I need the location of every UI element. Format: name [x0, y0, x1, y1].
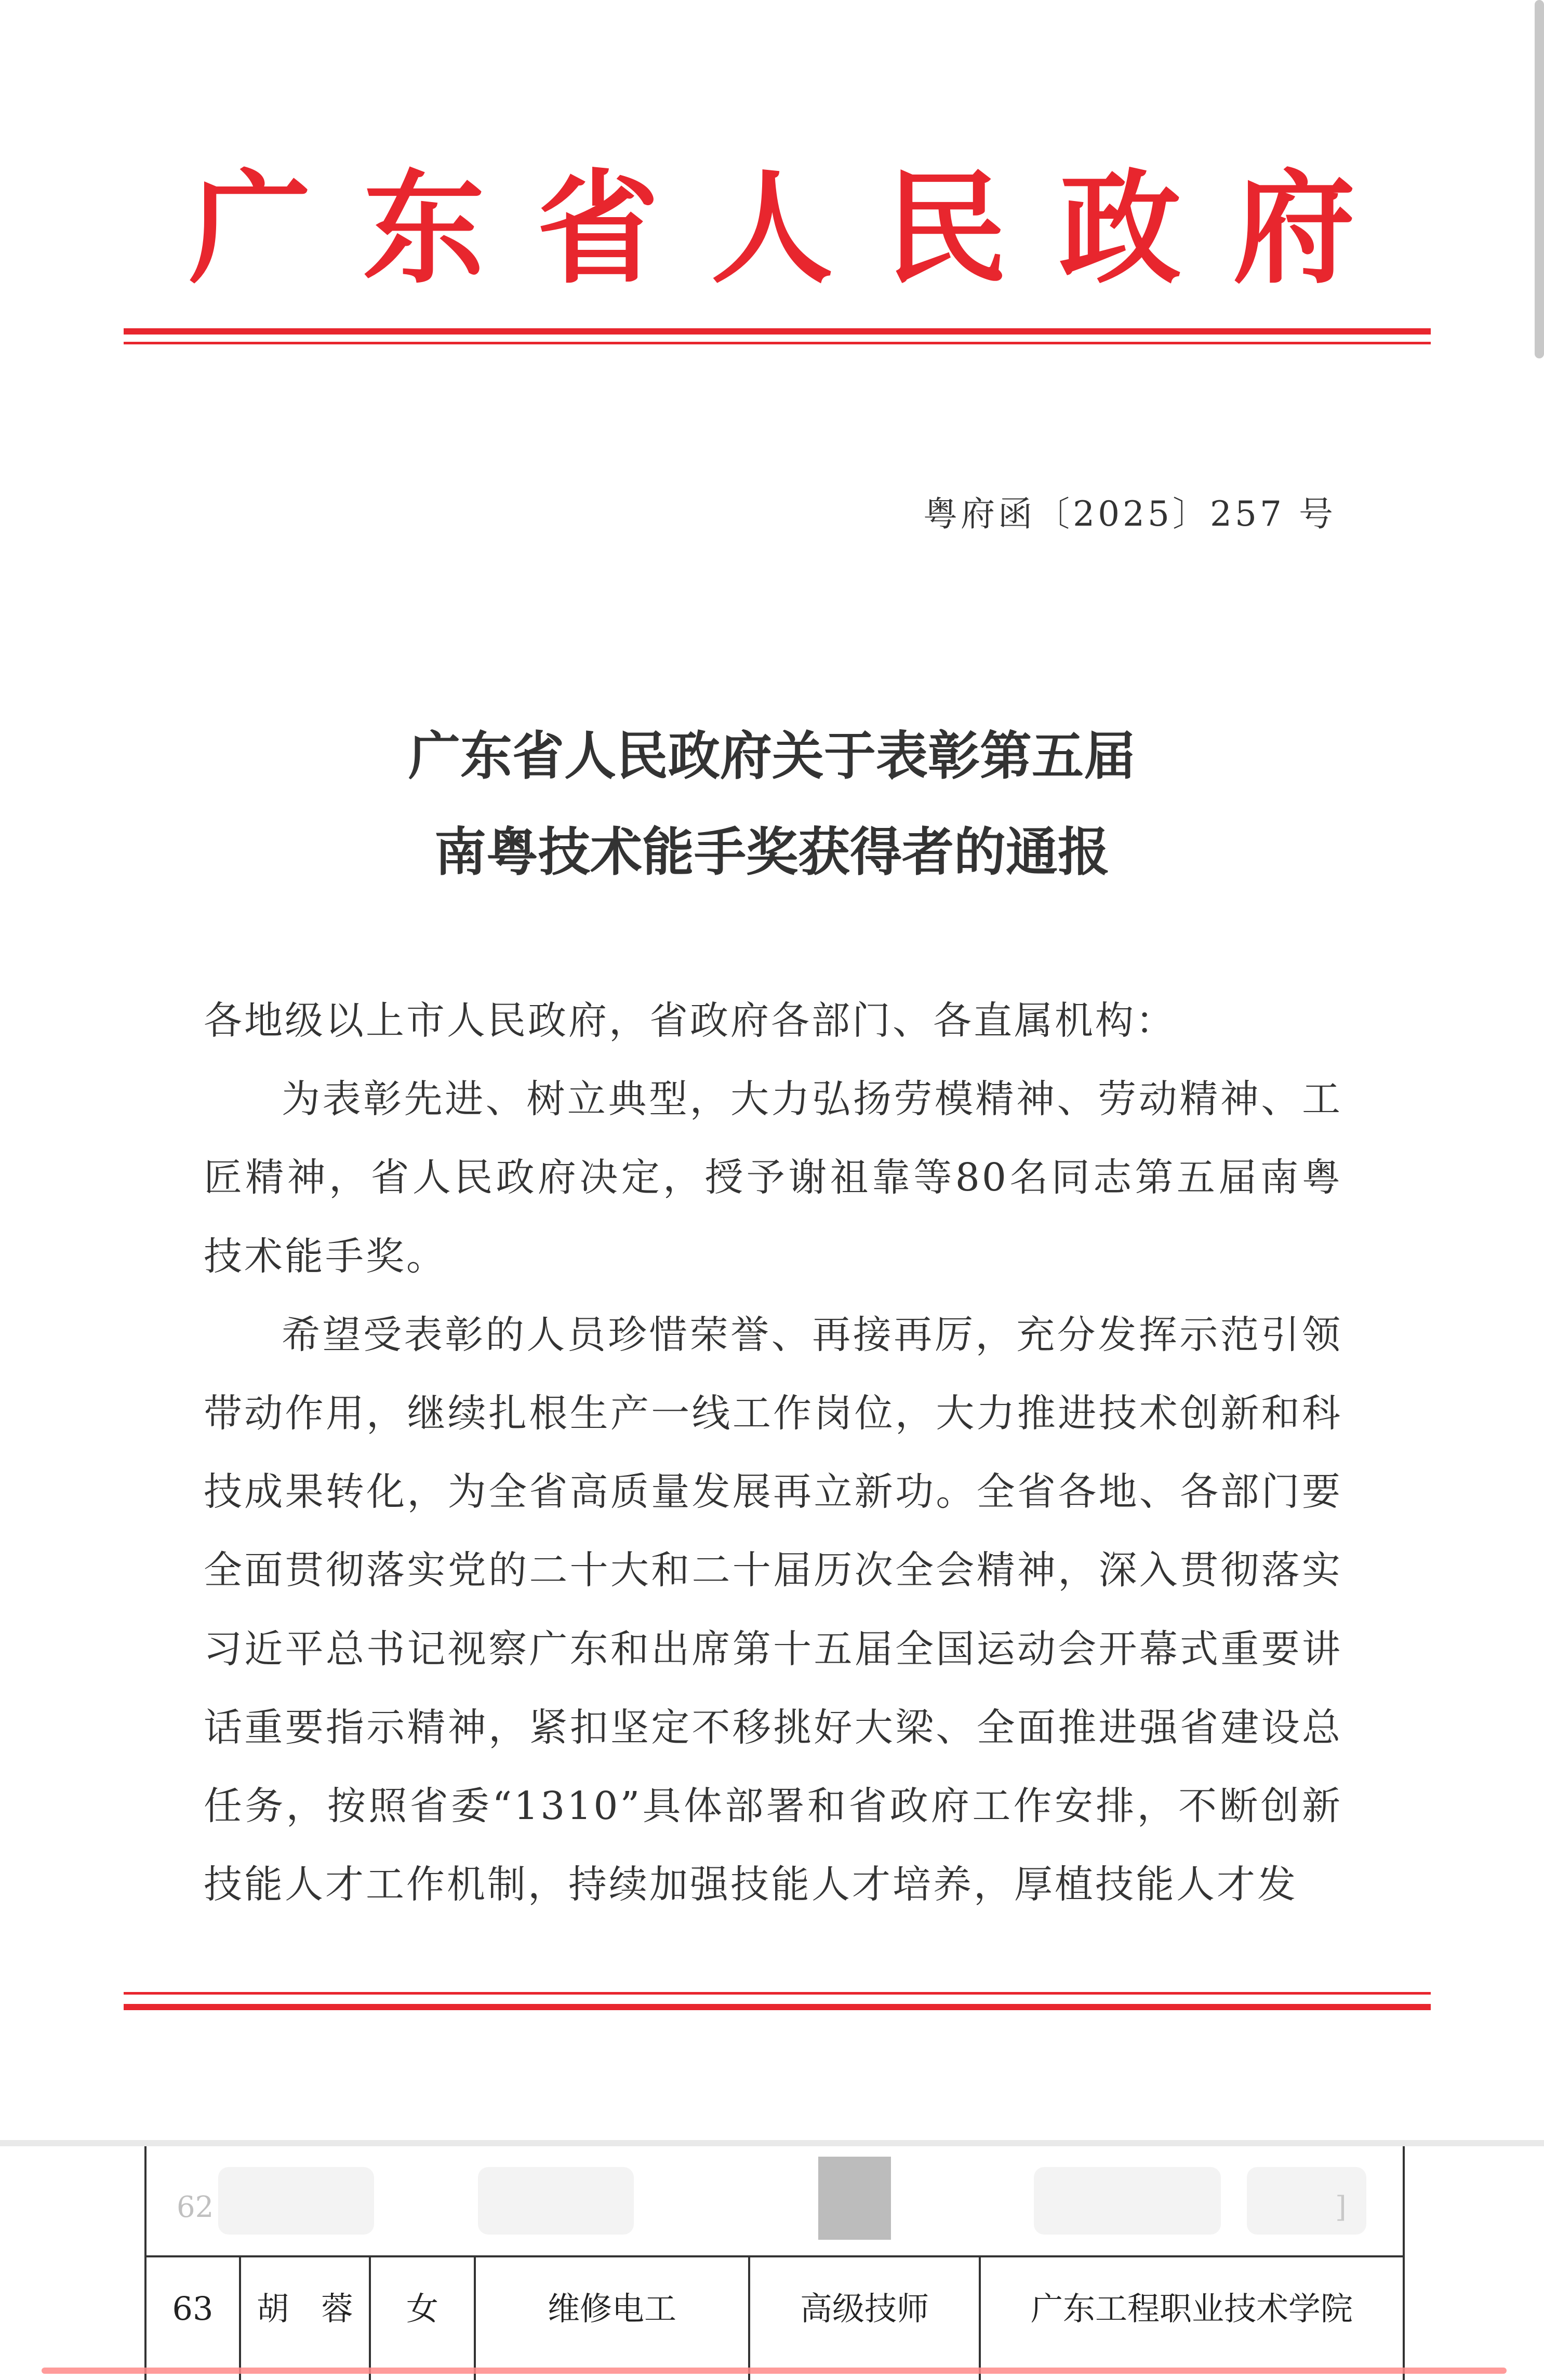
notice-title-line-1: 广东省人民政府关于表彰第五届 [408, 725, 1136, 786]
table-border-right [1403, 2146, 1405, 2380]
cell-occupation: 维修电工 [547, 2290, 676, 2328]
annotation-underline [42, 2368, 1507, 2374]
body-paragraph-2: 希望受表彰的人员珍惜荣誉、再接再厉，充分发挥示范引领带动作用，继续扎根生产一线工作岗位，大力推进技术创新和科技成果转化，为全省高质量发展再立新功。全省各地、各部门要全面贯彻落实党的二十大和二十届历次全会精神，深入贯彻落实习近平总书记视察广东和出席第十五届全国运动会开幕式重要讲话重要指示精神，紧扣坚定不移挑好大梁、全面推进强省建设总任务，按照省委“1310”具体部署和省政府工作安排，不断创新技能人才工作机制，持续加强技能人才培养，厚植技能人才发 [204, 1312, 1342, 1907]
cell-gender: 女 [406, 2290, 438, 2328]
footer-thin-rule [124, 1992, 1431, 1995]
masthead-thick-rule [124, 328, 1431, 335]
footer-thick-rule [124, 2004, 1431, 2010]
body-paragraph-1: 为表彰先进、树立典型，大力弘扬劳模精神、劳动精神、工匠精神，省人民政府决定，授予谢祖靠等80名同志第五届南粤技术能手奖。 [204, 1077, 1342, 1279]
cell-level: 高级技师 [800, 2290, 929, 2328]
redacted-cell [1247, 2167, 1366, 2235]
masthead-thin-rule [124, 342, 1431, 344]
document-number: 粤府函〔2025〕257 号 [923, 494, 1336, 534]
table-row-divider [144, 2255, 1405, 2257]
masthead-title: 广东省人民政府 [189, 157, 1407, 300]
partial-row-bracket: ] [1335, 2190, 1347, 2224]
cell-unit: 广东工程职业技术学院 [1030, 2290, 1353, 2328]
partial-row-index: 62 [177, 2190, 214, 2224]
redacted-cell [218, 2167, 374, 2235]
notice-body [204, 982, 1342, 1924]
cell-name: 胡 蓉 [256, 2290, 353, 2328]
notice-title-line-2: 南粤技术能手奖获得者的通报 [434, 821, 1110, 883]
redacted-block [818, 2157, 891, 2240]
redacted-cell [478, 2167, 634, 2235]
cell-index: 63 [172, 2290, 214, 2328]
salutation: 各地级以上市人民政府，省政府各部门、各直属机构： [204, 998, 1176, 1043]
redacted-cell [1034, 2167, 1221, 2235]
